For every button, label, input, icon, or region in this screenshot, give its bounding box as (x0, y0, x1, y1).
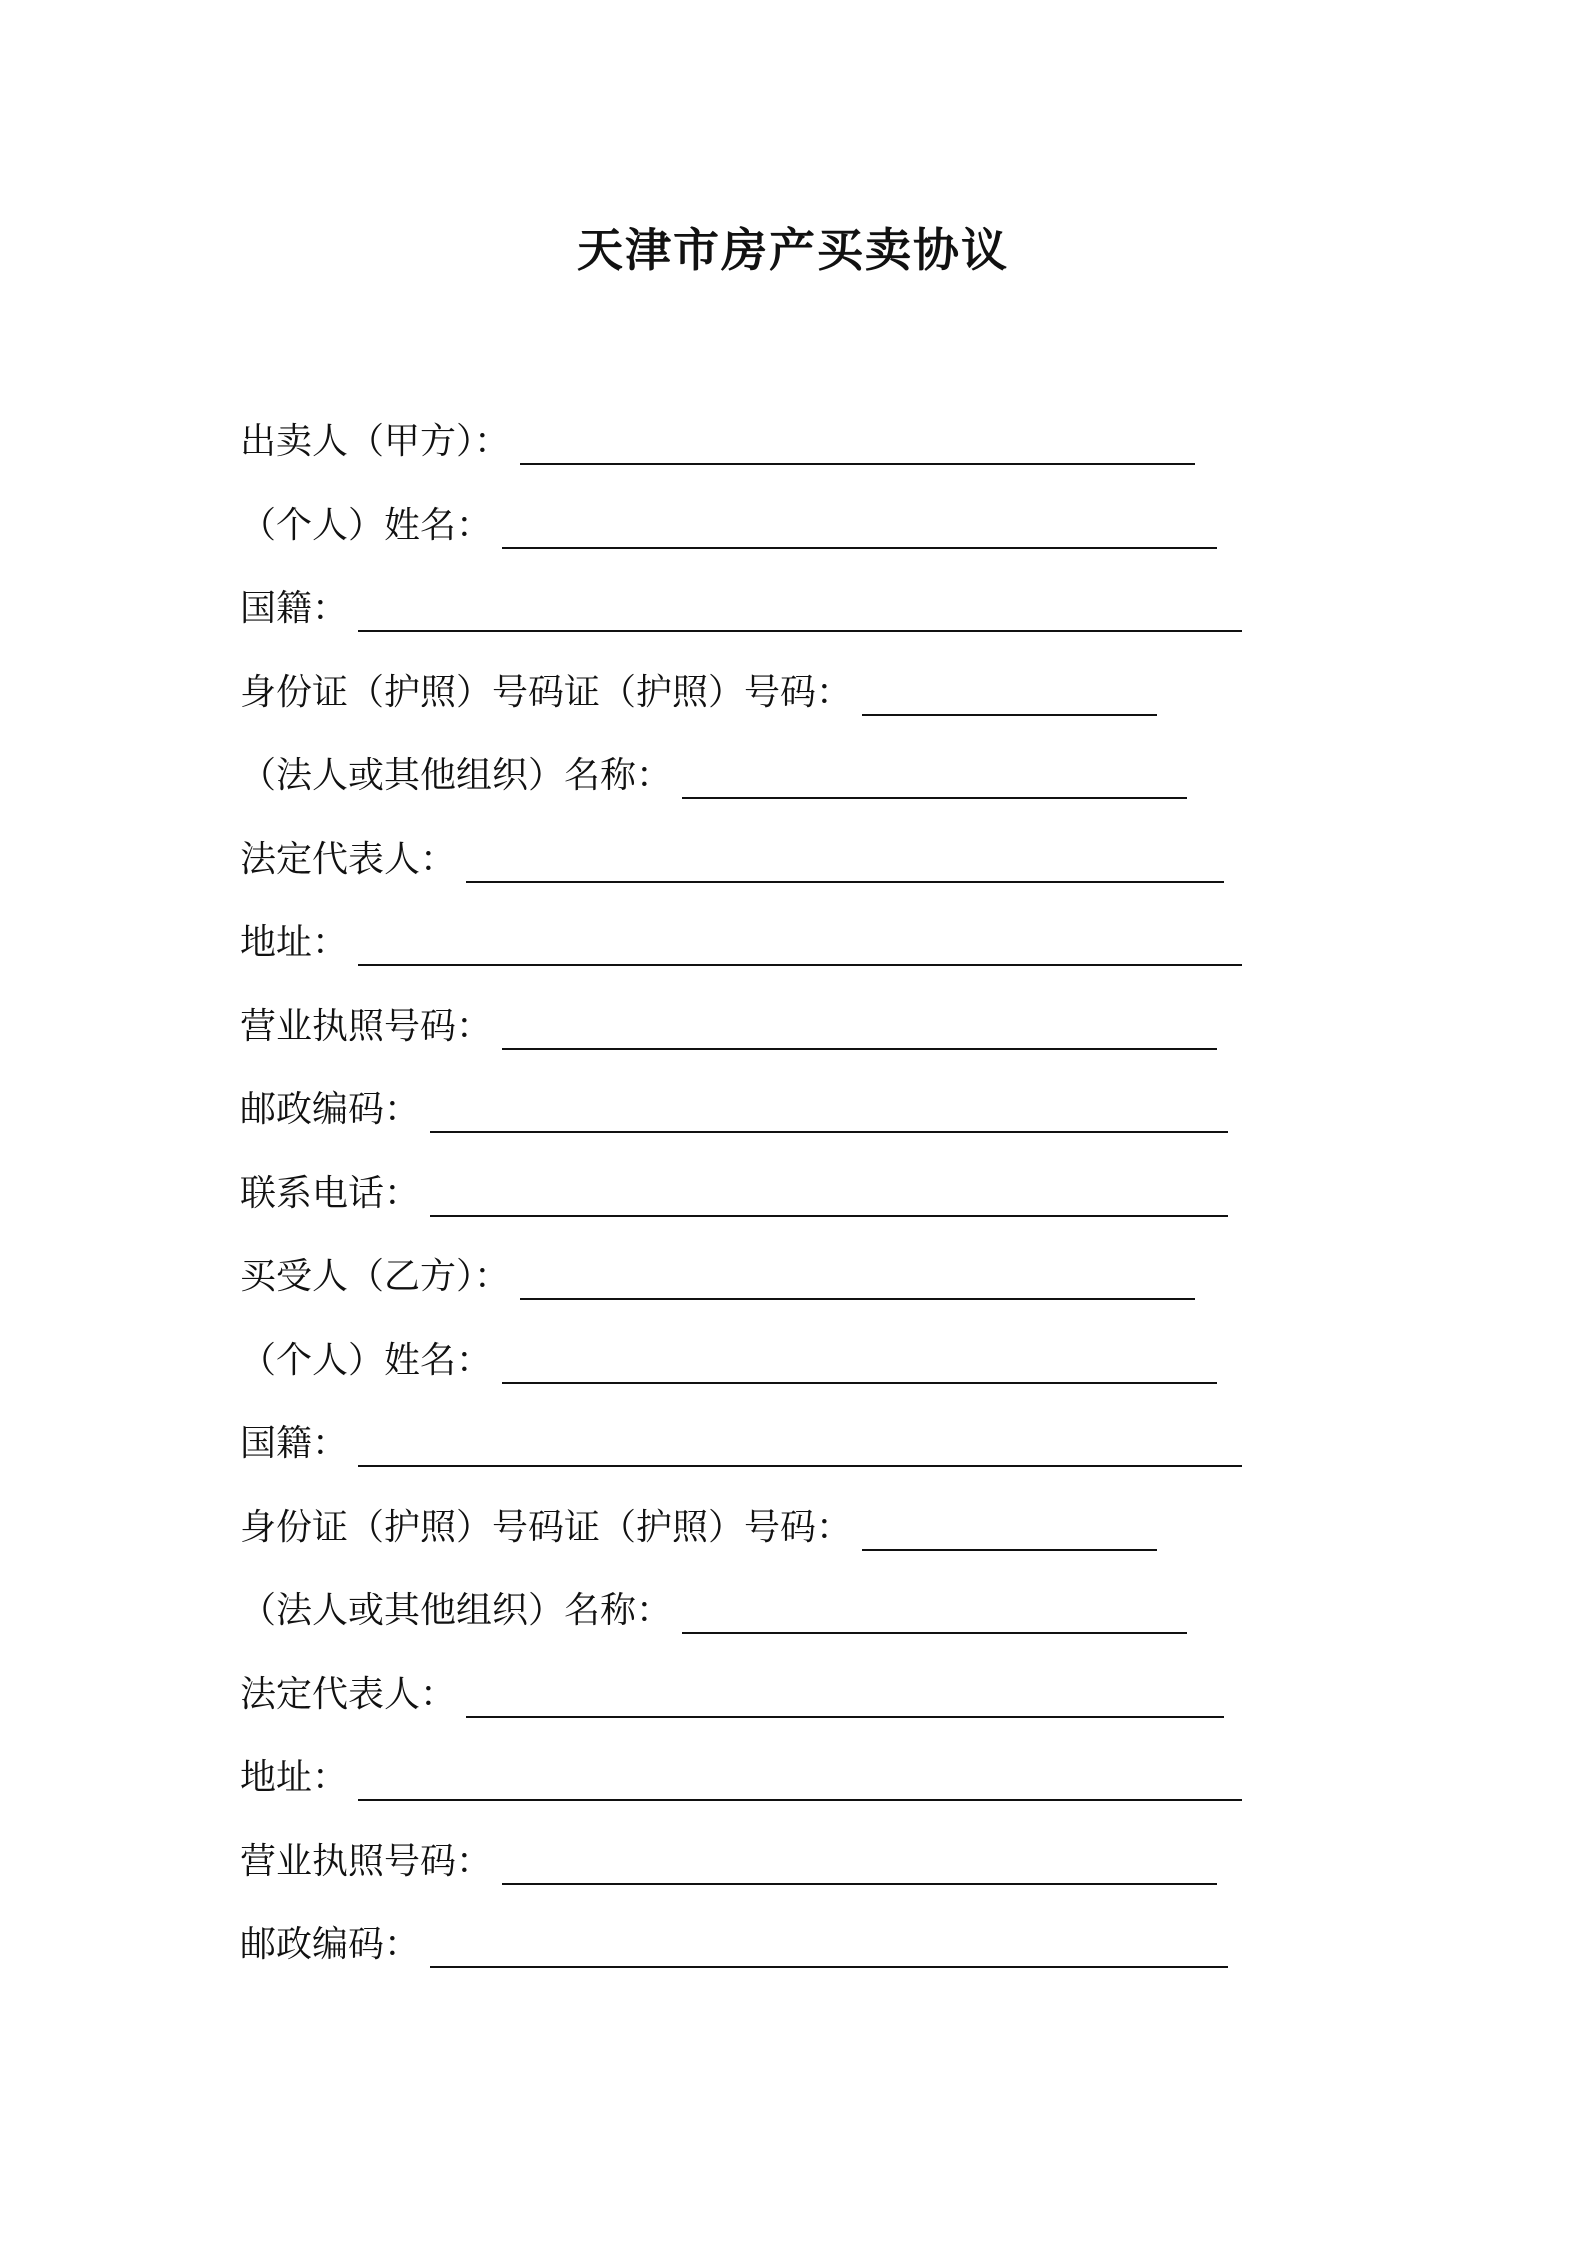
field-label: 买受人（乙方）： (240, 1256, 511, 1297)
field-row-buyer-address (240, 1746, 1242, 1830)
fill-in-blank[interactable] (358, 1465, 1242, 1467)
fill-in-blank[interactable] (358, 964, 1242, 966)
fill-in-blank[interactable] (862, 1549, 1157, 1551)
field-label: （个人）姓名： (240, 504, 493, 546)
field-row-seller (240, 410, 1242, 494)
fill-in-blank[interactable] (520, 463, 1195, 465)
fill-in-blank[interactable] (358, 630, 1242, 632)
field-label: （法人或其他组织）名称： (240, 755, 673, 796)
field-row-buyer (240, 1245, 1242, 1329)
fill-in-blank[interactable] (502, 547, 1217, 549)
field-label: 联系电话： (240, 1172, 421, 1214)
field-row-buyer-id (240, 1496, 1242, 1580)
fill-in-blank[interactable] (862, 714, 1157, 716)
field-row-seller-legal-rep (240, 828, 1242, 912)
field-row-buyer-legal-rep (240, 1663, 1242, 1747)
field-label: 身份证（护照）号码证（护照）号码： (240, 671, 853, 713)
fill-in-blank[interactable] (502, 1048, 1217, 1050)
field-row-seller-license (240, 995, 1242, 1079)
field-row-seller-org-name (240, 744, 1242, 828)
fill-in-blank[interactable] (466, 881, 1224, 883)
field-label: （个人）姓名： (240, 1339, 493, 1381)
field-label: 地址： (240, 1757, 349, 1798)
field-label: 国籍： (240, 1423, 349, 1464)
field-row-seller-id (240, 661, 1242, 745)
fill-in-blank[interactable] (502, 1883, 1217, 1885)
field-label: 营业执照号码： (240, 1840, 493, 1882)
field-row-buyer-nationality (240, 1412, 1242, 1496)
field-row-buyer-org-name (240, 1579, 1242, 1663)
field-label: 邮政编码： (240, 1089, 421, 1130)
fill-in-blank[interactable] (502, 1382, 1217, 1384)
fill-in-blank[interactable] (682, 797, 1187, 799)
fill-in-blank[interactable] (682, 1632, 1187, 1634)
field-label: （法人或其他组织）名称： (240, 1590, 673, 1631)
fill-in-blank[interactable] (430, 1131, 1228, 1133)
fill-in-blank[interactable] (358, 1799, 1242, 1801)
field-label: 身份证（护照）号码证（护照）号码： (240, 1506, 853, 1548)
field-label: 法定代表人： (240, 1673, 457, 1715)
field-row-seller-name (240, 494, 1242, 578)
field-label: 地址： (240, 922, 349, 963)
field-label: 营业执照号码： (240, 1005, 493, 1047)
field-label: 国籍： (240, 588, 349, 629)
field-row-buyer-license (240, 1830, 1242, 1914)
fill-in-blank[interactable] (430, 1215, 1228, 1217)
field-row-seller-phone (240, 1162, 1242, 1246)
field-row-buyer-name (240, 1329, 1242, 1413)
form-field-list (240, 410, 1242, 1997)
document-title: 天津市房产买卖协议 (577, 223, 1009, 277)
fill-in-blank[interactable] (466, 1716, 1224, 1718)
field-row-seller-address (240, 911, 1242, 995)
fill-in-blank[interactable] (520, 1298, 1195, 1300)
field-label: 出卖人（甲方）： (240, 421, 511, 462)
field-label: 邮政编码： (240, 1924, 421, 1965)
fill-in-blank[interactable] (430, 1966, 1228, 1968)
field-label: 法定代表人： (240, 838, 457, 880)
field-row-seller-postcode (240, 1078, 1242, 1162)
field-row-seller-nationality (240, 577, 1242, 661)
field-row-buyer-postcode (240, 1913, 1242, 1997)
